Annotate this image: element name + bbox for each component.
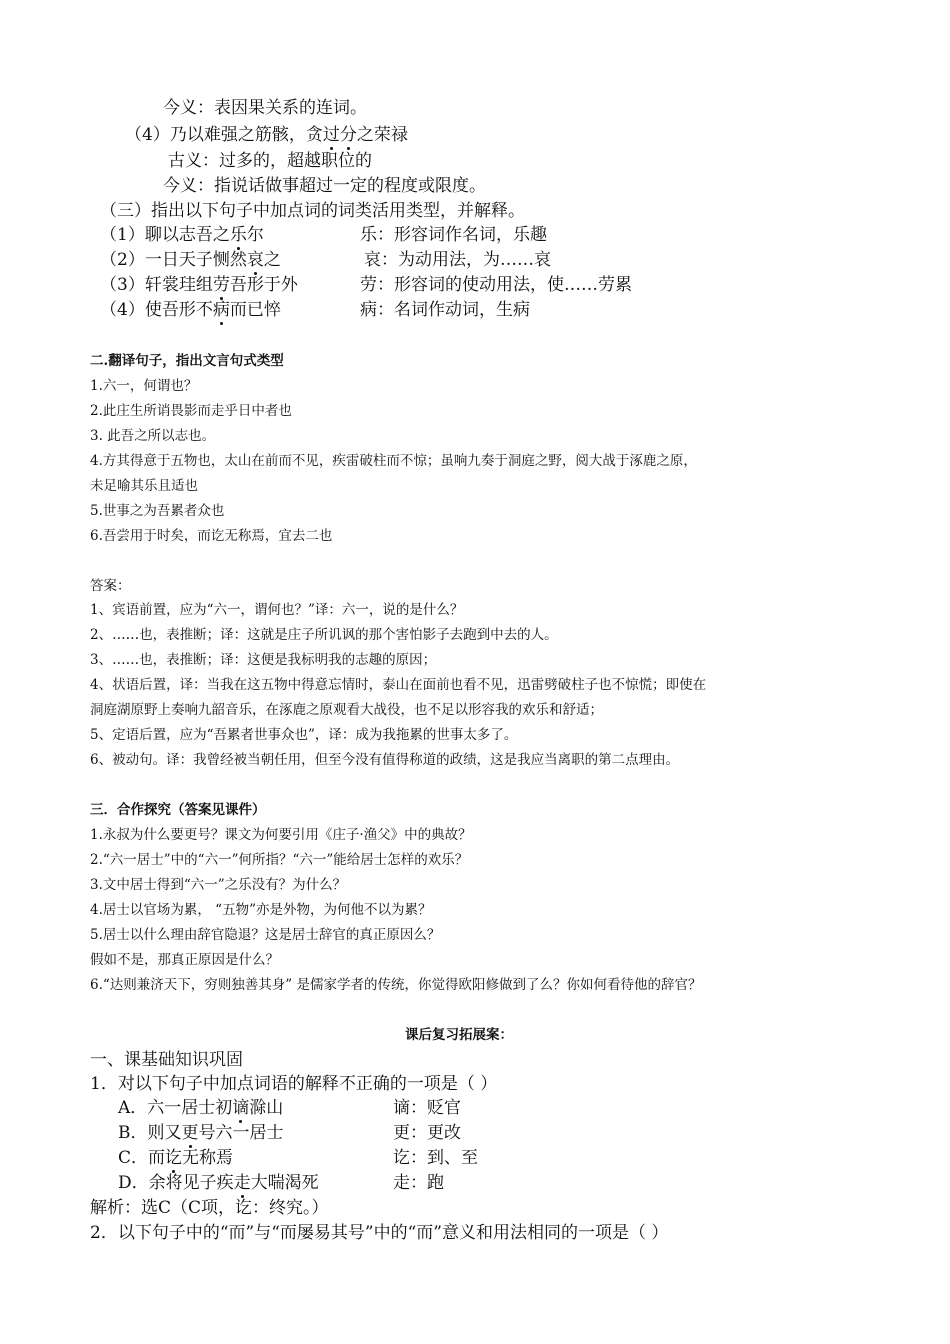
text-segment: 大喘渴死 xyxy=(250,1173,319,1193)
question-line: 6.“达则兼济天下，穷则独善其身” 是儒家学者的传统，你觉得欧阳修做到了么？你如何看待他的辞官？ xyxy=(90,977,702,993)
text-line: 未足喻其乐且适也 xyxy=(90,478,198,494)
answer-line: 4、状语后置，译：当我在这五物中得意忘情时，泰山在面前也看不见，迅雷劈破柱子也不惊慌；即使在 xyxy=(90,677,707,693)
answer-line: 1、宾语前置，应为“六一，谓何也？”译：六一，说的是什么？ xyxy=(90,602,464,618)
dotted-char: 走 xyxy=(233,1173,251,1193)
text-line: 今义：指说话做事超过一定的程度或限度。 xyxy=(163,176,486,196)
answer-line: 5、定语后置，应为“吾累者世事众也”，译：成为我拖累的世事太多了。 xyxy=(90,727,518,743)
option-explanation: 谪：贬官 xyxy=(393,1098,461,1118)
dotted-char: 哀 xyxy=(246,250,264,270)
question-line: 5.居士以什么理由辞官隐退？这是居士辞官的真正原因么？ xyxy=(90,927,441,943)
option-explanation: 讫：到、至 xyxy=(393,1148,478,1168)
option-explanation: 走：跑 xyxy=(393,1173,444,1193)
usage-explanation: 劳：形容词的使动用法，使……劳累 xyxy=(360,275,632,295)
text-line: 3. 此吾之所以志也。 xyxy=(90,428,216,444)
dotted-char: 谪 xyxy=(232,1098,250,1118)
dotted-char: 过 xyxy=(322,125,340,145)
dotted-char: 讫 xyxy=(165,1148,183,1168)
answer-line: 洞庭湖原野上奏响九韶音乐，在涿鹿之原观看大战役，也不足以形容我的欢乐和舒适； xyxy=(90,702,603,718)
text-segment: 之 xyxy=(263,250,281,270)
dotted-char: 更 xyxy=(181,1123,199,1143)
usage-row xyxy=(100,277,298,294)
review-subheading: 一、课基础知识巩固 xyxy=(90,1050,243,1070)
question-line: 1．对以下句子中加点词语的解释不正确的一项是（ ） xyxy=(90,1074,498,1094)
section-heading: 三．合作探究（答案见课件） xyxy=(90,802,266,818)
text-line: 5.世事之为吾累者众也 xyxy=(90,503,225,519)
text-segment: （4）乃以难强之筋骸，贪 xyxy=(125,125,323,145)
text-segment: 号六一居士 xyxy=(198,1123,284,1143)
option-row xyxy=(118,1175,319,1192)
usage-row xyxy=(100,302,281,319)
text-segment: B．则又 xyxy=(118,1123,182,1143)
text-segment: （2）一日天子恻然 xyxy=(100,250,247,270)
question-line: 4.居士以官场为累， “五物”亦是外物，为何他不以为累？ xyxy=(90,902,432,918)
text-segment: D．余将见子疾 xyxy=(118,1173,234,1193)
text-line: 1.六一，何谓也？ xyxy=(90,378,198,394)
review-title: 课后复习拓展案： xyxy=(405,1027,513,1043)
usage-row xyxy=(100,252,281,269)
question-line: 2．以下句子中的“而”与“而屡易其号”中的“而”意义和用法相同的一项是（ ） xyxy=(90,1223,669,1243)
answer-line: 2、……也，表推断；译：这就是庄子所讥讽的那个害怕影子去跑到中去的人。 xyxy=(90,627,558,643)
text-segment: （4）使吾形不 xyxy=(100,300,213,320)
option-row xyxy=(118,1125,284,1142)
dotted-char: 分 xyxy=(339,125,357,145)
text-segment: 滁山 xyxy=(249,1098,284,1118)
option-row xyxy=(118,1150,233,1167)
text-line: 古义：过多的，超越职位的 xyxy=(168,151,372,171)
question-line: 3.文中居士得到“六一”之乐没有？为什么？ xyxy=(90,877,347,893)
text-segment: C．而 xyxy=(118,1148,166,1168)
text-segment: A．六一居士初 xyxy=(118,1098,233,1118)
text-segment: 而已悴 xyxy=(229,300,281,320)
text-segment: 之荣禄 xyxy=(356,125,408,145)
section-heading: （三）指出以下句子中加点词的词类活用类型，并解释。 xyxy=(100,201,525,221)
option-row xyxy=(118,1100,283,1117)
answer-line: 3、……也，表推断；译：这便是我标明我的志趣的原因； xyxy=(90,652,437,668)
question-line: 假如不是，那真正原因是什么？ xyxy=(90,952,279,968)
text-line: 4.方其得意于五物也，太山在前而不见，疾雷破柱而不惊；虽响九奏于洞庭之野，阅大战于涿鹿之原， xyxy=(90,453,697,469)
usage-explanation: 哀：为动用法，为……哀 xyxy=(364,250,551,270)
dotted-char: 病 xyxy=(212,300,230,320)
text-segment: （3）轩裳珪组 xyxy=(100,275,213,295)
text-line: 2.此庄生所诮畏影而走乎日中者也 xyxy=(90,403,292,419)
question-line: 2.“六一居士”中的“六一”何所指？“六一”能给居士怎样的欢乐？ xyxy=(90,852,469,868)
usage-explanation: 乐：形容词作名词，乐趣 xyxy=(360,225,547,245)
usage-explanation: 病：名词作动词，生病 xyxy=(360,300,530,320)
option-explanation: 更：更改 xyxy=(393,1123,461,1143)
dotted-char: 乐 xyxy=(229,225,247,245)
analysis-line: 解析：选C（C项，讫：终究。） xyxy=(90,1198,329,1218)
text-line xyxy=(125,127,408,144)
section-heading: 二.翻译句子，指出文言句式类型 xyxy=(90,353,284,369)
answer-line: 6、被动句。译：我曾经被当朝任用，但至今没有值得称道的政绩，这是我应当离职的第二点理由。 xyxy=(90,752,680,768)
text-segment: 吾形于外 xyxy=(229,275,298,295)
text-line: 今义：表因果关系的连词。 xyxy=(163,98,367,118)
answer-label: 答案： xyxy=(90,578,131,594)
text-segment: 尔 xyxy=(246,225,264,245)
text-segment: （1）聊以志吾之 xyxy=(100,225,230,245)
usage-row xyxy=(100,227,264,244)
dotted-char: 劳 xyxy=(212,275,230,295)
text-segment: 无称焉 xyxy=(182,1148,234,1168)
text-line: 6.吾尝用于时矣，而讫无称焉，宜去二也 xyxy=(90,528,333,544)
question-line: 1.永叔为什么要更号？课文为何要引用《庄子·渔父》中的典故？ xyxy=(90,827,472,843)
